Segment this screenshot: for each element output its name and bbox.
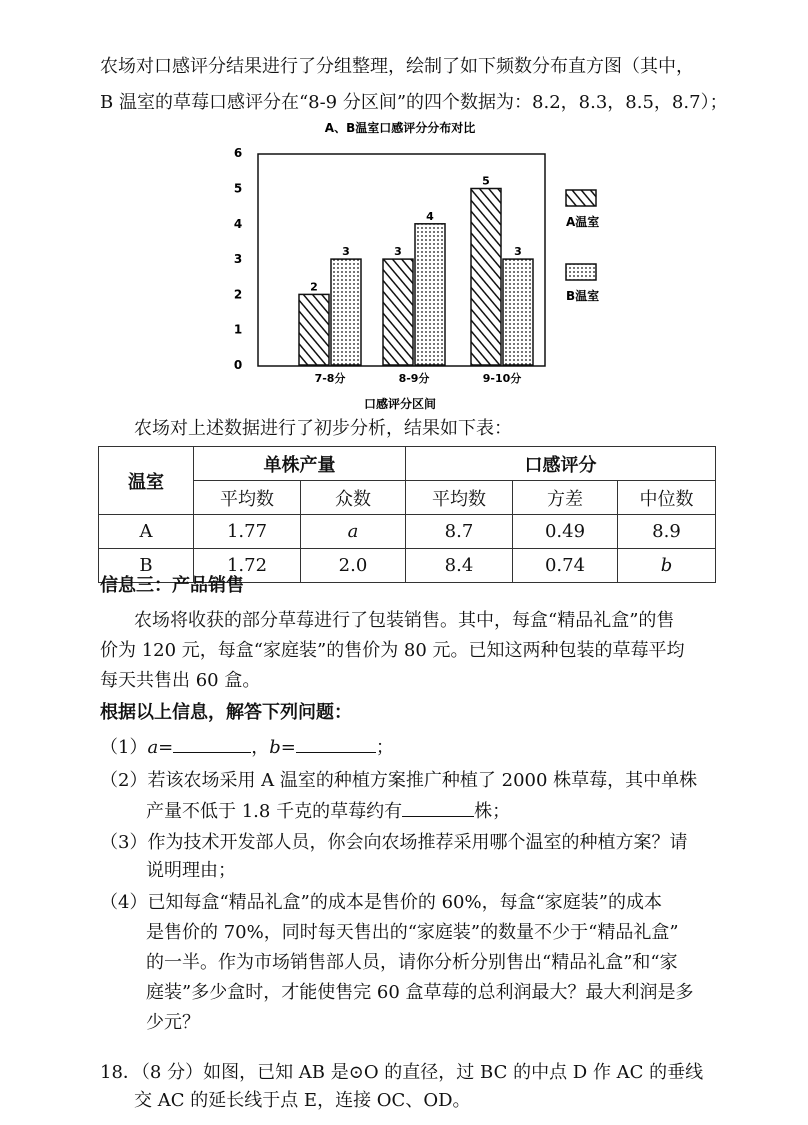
intro-line-1: 农场对口感评分结果进行了分组整理，绘制了如下频数分布直方图（其中， — [100, 56, 694, 77]
table-row — [99, 515, 716, 549]
bar-a — [299, 294, 329, 365]
q2-text: 产量不低于 1.8 千克的草莓约有 — [146, 801, 403, 822]
bar-a — [383, 259, 413, 365]
legend-swatch-b — [566, 264, 596, 280]
x-axis-label: 口感评分区间 — [363, 397, 437, 411]
y-tick-label: 5 — [233, 181, 243, 196]
question-4-line-4: 庭装”多少盒时，才能使售完 60 盒草莓的总利润最大？最大利润是多 — [146, 982, 694, 1003]
subheader-cell: 方差 — [513, 481, 618, 515]
bars-group — [299, 175, 533, 366]
x-tick-label: 7-8分 — [314, 372, 346, 385]
bar-b — [415, 224, 445, 365]
questions-title: 根据以上信息，解答下列问题： — [100, 702, 352, 723]
analysis-table — [98, 446, 716, 583]
table-cell: 1.77 — [194, 515, 301, 549]
question-4-line-1: （4）已知每盒“精品礼盒”的成本是售价的 60%，每盒“家庭装”的成本 — [100, 892, 662, 913]
info3-title: 信息三：产品销售 — [100, 575, 244, 596]
table-cell: a — [301, 515, 406, 549]
row-label: B — [99, 549, 194, 583]
table-cell: 0.74 — [513, 549, 618, 583]
bar-b — [331, 259, 361, 365]
y-tick-label: 0 — [233, 358, 243, 372]
table-cell: 8.9 — [618, 515, 716, 549]
histogram-chart — [200, 118, 630, 418]
q2-end: 株； — [474, 801, 511, 822]
y-tick-label: 6 — [233, 146, 243, 161]
q1-separator: ， — [251, 737, 270, 758]
problem-18-line-1: 18．（8 分）如图，已知 AB 是⊙O 的直径，过 BC 的中点 D 作 AC 的垂线 — [100, 1062, 704, 1083]
q1-b-label: b= — [269, 737, 296, 758]
y-tick-label: 1 — [233, 322, 243, 337]
y-axis-ticks — [234, 146, 242, 372]
subheader-cell: 平均数 — [194, 481, 301, 515]
table-cell: 0.49 — [513, 515, 618, 549]
table-cell: 8.4 — [406, 549, 513, 583]
question-2-line-2 — [146, 798, 510, 825]
subheader-cell: 中位数 — [618, 481, 716, 515]
table-cell: 8.7 — [406, 515, 513, 549]
chart-title: A、B温室口感评分分布对比 — [324, 121, 476, 135]
y-tick-label: 2 — [233, 287, 243, 302]
q2-answer-blank[interactable] — [402, 798, 474, 817]
bar-a — [471, 189, 501, 366]
legend-label: B温室 — [566, 289, 600, 303]
problem-18-line-2: 交 AC 的延长线于点 E，连接 OC、OD。 — [134, 1090, 471, 1111]
table-cell: 2.0 — [301, 549, 406, 583]
header-yield: 单株产量 — [194, 447, 406, 481]
x-tick-label: 8-9分 — [398, 372, 430, 385]
bar-value-label: 4 — [426, 209, 434, 223]
question-2-line-1: （2）若该农场采用 A 温室的种植方案推广种植了 2000 株草莓，其中单株 — [100, 770, 698, 791]
info3-paragraph-2: 价为 120 元，每盒“家庭装”的售价为 80 元。已知这两种包装的草莓平均 — [100, 640, 685, 661]
q1-number: （1） — [100, 737, 148, 758]
row-label: A — [99, 515, 194, 549]
legend-label: A温室 — [566, 215, 600, 229]
table-intro: 农场对上述数据进行了初步分析，结果如下表： — [134, 418, 512, 439]
question-4-line-5: 少元？ — [146, 1012, 200, 1033]
x-tick-label: 9-10分 — [482, 372, 522, 385]
q1-end: ； — [375, 737, 394, 758]
legend-swatch-a — [566, 190, 596, 206]
table-cell: 1.72 — [194, 549, 301, 583]
bar-value-label: 3 — [342, 245, 350, 259]
question-3-line-1: （3）作为技术开发部人员，你会向农场推荐采用哪个温室的种植方案？请 — [100, 832, 688, 853]
question-4-line-2: 是售价的 70%，同时每天售出的“家庭装”的数量不少于“精品礼盒” — [146, 922, 679, 943]
question-4-line-3: 的一半。作为市场销售部人员，请你分析分别售出“精品礼盒”和“家 — [146, 952, 678, 973]
y-tick-label: 4 — [233, 216, 243, 231]
intro-line-2: B 温室的草莓口感评分在“8-9 分区间”的四个数据为：8.2，8.3，8.5，8.7）； — [100, 92, 728, 113]
subheader-cell: 平均数 — [406, 481, 513, 515]
q1-a-label: a= — [147, 737, 174, 758]
bar-value-label: 3 — [514, 245, 522, 259]
bar-b — [503, 259, 533, 365]
subheader-cell: 众数 — [301, 481, 406, 515]
info3-paragraph-3: 每天共售出 60 盒。 — [100, 670, 261, 691]
table-cell: b — [618, 549, 716, 583]
header-greenhouse: 温室 — [99, 447, 194, 515]
question-3-line-2: 说明理由； — [146, 860, 236, 881]
x-axis-ticks — [315, 371, 522, 385]
header-taste: 口感评分 — [406, 447, 716, 481]
bar-value-label: 3 — [394, 245, 402, 259]
question-1 — [100, 734, 394, 761]
bar-value-label: 2 — [310, 280, 318, 294]
q1-b-answer-blank[interactable] — [296, 734, 376, 753]
chart-legend — [566, 190, 599, 303]
bar-value-label: 5 — [482, 174, 490, 188]
y-tick-label: 3 — [233, 252, 243, 267]
q1-a-answer-blank[interactable] — [173, 734, 251, 753]
info3-paragraph-1: 农场将收获的部分草莓进行了包装销售。其中，每盒“精品礼盒”的售 — [134, 610, 675, 631]
